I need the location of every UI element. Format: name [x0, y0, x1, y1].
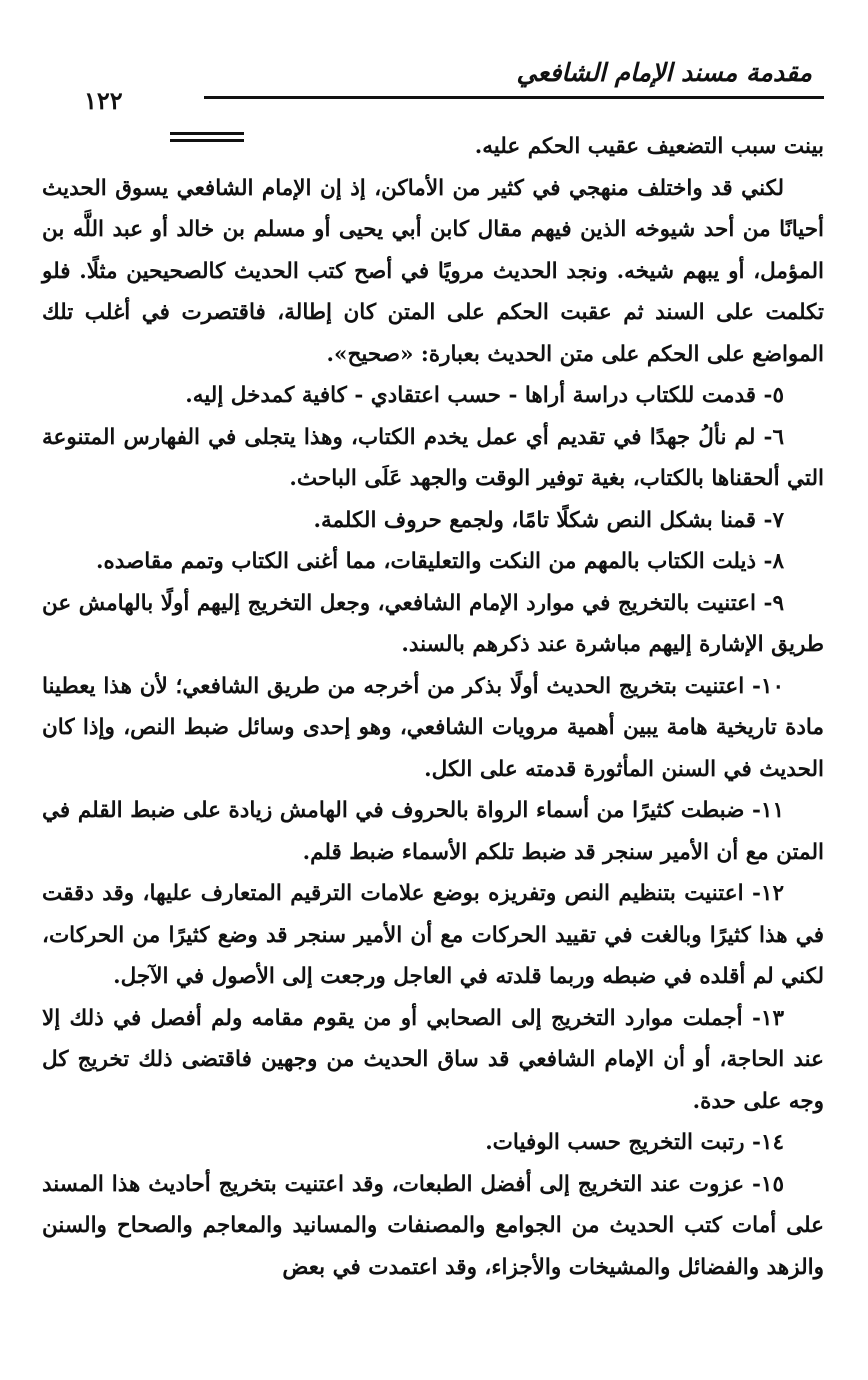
page-header — [24, 48, 824, 115]
page-number-block — [24, 86, 204, 115]
running-title: مقدمة مسند الإمام الشافعي — [516, 58, 812, 87]
list-item-13: ١٣- أجملت موارد التخريج إلى الصحابي أو من يقوم مقامه ولم أفصل في ذلك إلا عند الحاجة، أو أن الإمام الشافعي قد ساق الحديث من وجهين فاقتضى ذلك تخريج كل وجه على حدة. — [42, 1005, 824, 1114]
paragraph-continuation: بينت سبب التضعيف عقيب الحكم عليه. — [474, 134, 824, 159]
list-item-15: ١٥- عزوت عند التخريج إلى أفضل الطبعات، وقد اعتنيت بتخريج أحاديث هذا المسند على أمات كتب الحديث من الجوامع والمصنفات والمسانيد والمعاجم والصحاح والسنن والزهد والفضائل والمشيخات والأجزاء، وقد اعتمدت في بعض — [42, 1171, 824, 1280]
list-item-11: ١١- ضبطت كثيرًا من أسماء الرواة بالحروف في الهامش زيادة على ضبط القلم في المتن مع أن الأمير سنجر قد ضبط تلكم الأسماء ضبط قلم. — [42, 798, 824, 865]
list-item-12: ١٢- اعتنيت بتنظيم النص وتفريزه بوضع علامات الترقيم المتعارف عليها، وقد دققت في هذا كثيرًا وبالغت في تقييد الحركات مع أن الأمير سنجر قد وضع كثيرًا من الحركات، لكني لم أقلده في ضبطه وربما قلدته في العاجل ورجعت إلى الأصول في الآجل. — [42, 881, 824, 989]
list-item-6: ٦- لم نألُ جهدًا في تقديم أي عمل يخدم الكتاب، وهذا يتجلى في الفهارس المتنوعة التي ألحقناها بالكتاب، بغية توفير الوقت والجهد عَلَى الباحث. — [42, 424, 824, 491]
list-item-5: ٥- قدمت للكتاب دراسة أراها - حسب اعتقادي - كافية كمدخل إليه. — [185, 383, 784, 408]
list-item-10: ١٠- اعتنيت بتخريج الحديث أولًا بذكر من أخرجه من طريق الشافعي؛ لأن هذا يعطينا مادة تاريخية هامة يبين أهمية مرويات الشافعي، وهو إحدى وسائل ضبط النص، وإذا كان الحديث في السنن المأثورة قدمته على الكل. — [42, 673, 824, 782]
list-item-7: ٧- قمنا بشكل النص شكلًا تامًا، ولجمع حروف الكلمة. — [313, 507, 784, 533]
paragraph-method: لكني قد واختلف منهجي في كثير من الأماكن، إذ إن الإمام الشافعي يسوق الحديث أحيانًا من أحد شيوخه الذين فيهم مقال كابن أبي يحيى أو مسلم بن خالد أو عبد اللَّه بن المؤمل، أو يبهم شيخه. ونجد الحديث مرويًا في أصح كتب الحديث كالصحيحين مثلًا. فلو تكلمت على السند ثم عقبت الحكم على المتن كان إطالة، فاقتصرت في أغلب تلك المواضع على الحكم على متن الحديث بعبارة: «صحيح». — [42, 175, 824, 367]
list-item-9: ٩- اعتنيت بالتخريج في موارد الإمام الشافعي، وجعل التخريج إليهم أولًا بالهامش عن طريق الإشارة إليهم مباشرة عند ذكرهم بالسند. — [42, 590, 824, 657]
page-body — [42, 126, 824, 1288]
list-item-8: ٨- ذيلت الكتاب بالمهم من النكت والتعليقات، مما أغنى الكتاب وتمم مقاصده. — [95, 549, 784, 574]
page-number: ١٢٢ — [78, 86, 129, 115]
list-item-14: ١٤- رتبت التخريج حسب الوفيات. — [485, 1130, 784, 1155]
